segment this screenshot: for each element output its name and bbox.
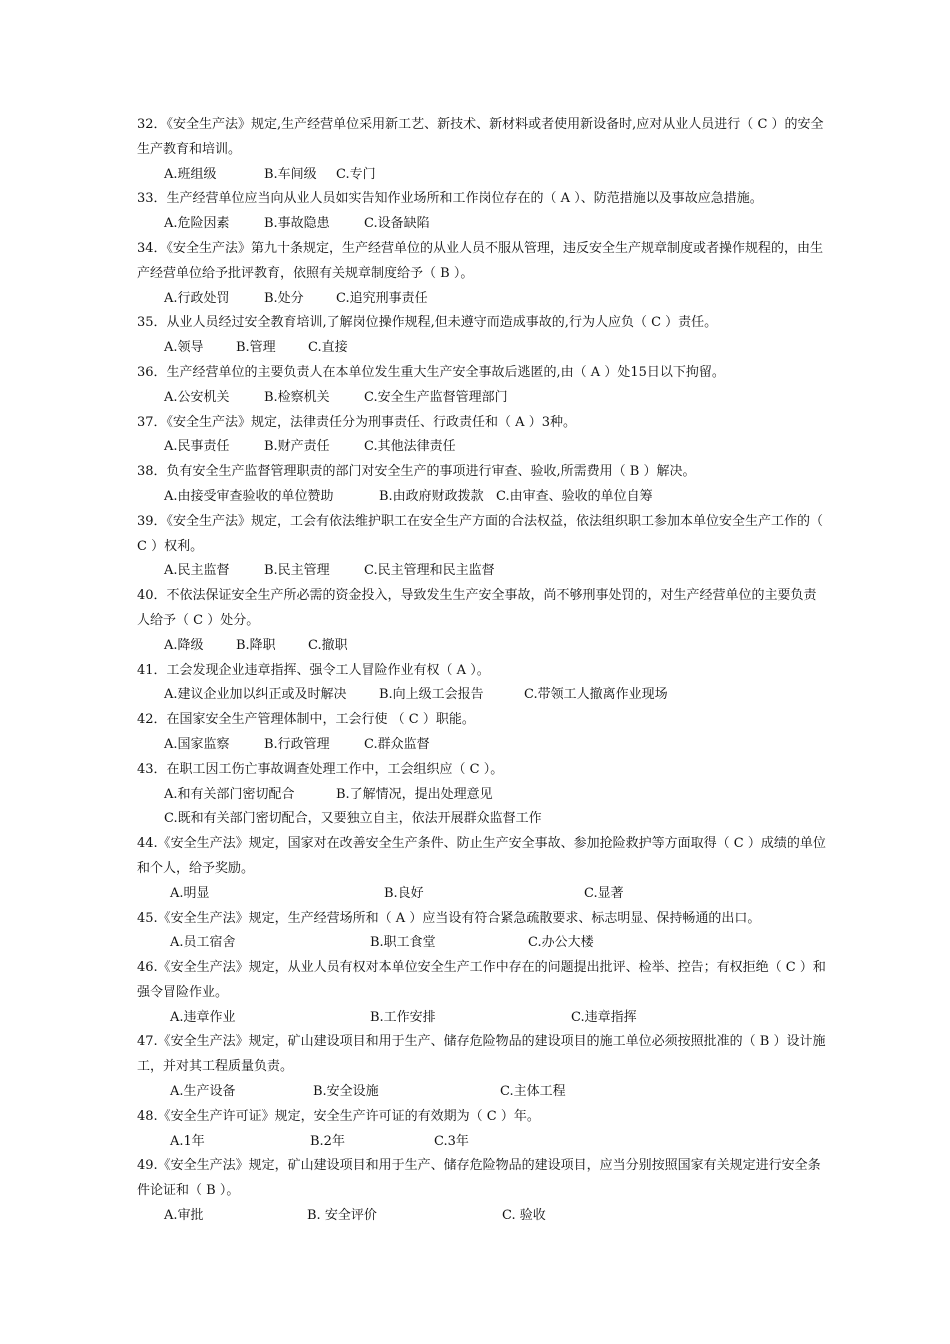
option-b: B.良好	[384, 885, 424, 901]
question-42: 42．在国家安全生产管理体制中，工会行使 （ C ）职能。	[137, 712, 475, 728]
option-b: B.事故隐患	[264, 216, 330, 232]
option-b: B.行政管理	[264, 736, 330, 752]
question-46: 46.《安全生产法》规定，从业人员有权对本单位安全生产工作中存在的问题提出批评、检举、控告；有权拒绝（ C ）和强令冒险作业。	[137, 960, 826, 1000]
option-c: C.安全生产监督管理部门	[364, 389, 508, 405]
option-a: A.审批	[164, 1208, 204, 1224]
options-33	[137, 212, 827, 237]
options-39	[137, 559, 827, 584]
question-43: 43．在职工因工伤亡事故调查处理工作中，工会组织应（ C ）。	[137, 761, 504, 777]
question-41: 41．工会发现企业违章指挥、强令工人冒险作业有权（ A ）。	[137, 662, 490, 678]
question-40: 40．不依法保证安全生产所必需的资金投入，导致发生生产安全事故，尚不够刑事处罚的，对生产经营单位的主要负责人给予（ C ）处分。	[137, 588, 817, 628]
option-c: C.主体工程	[500, 1084, 566, 1100]
option-a: A.民主监督	[164, 563, 230, 579]
option-a: A.1年	[170, 1133, 205, 1149]
options-36	[137, 386, 827, 411]
options-43-c	[137, 807, 827, 832]
option-c: C.撤职	[308, 637, 348, 653]
option-c: C.追究刑事责任	[336, 290, 428, 306]
option-a: A.危险因素	[164, 216, 230, 232]
options-35	[137, 336, 827, 361]
option-a: A.班组级	[164, 166, 217, 182]
option-b: B.车间级	[264, 166, 317, 182]
option-a: A.和有关部门密切配合	[164, 786, 295, 802]
option-a: A.民事责任	[164, 439, 230, 455]
options-41	[137, 683, 827, 708]
option-c: C.其他法律责任	[364, 439, 456, 455]
question-48: 48.《安全生产许可证》规定，安全生产许可证的有效期为（ C ）年。	[137, 1108, 540, 1124]
options-44	[137, 882, 827, 907]
option-a: A.明显	[170, 885, 210, 901]
options-42	[137, 733, 827, 758]
options-47	[137, 1080, 827, 1105]
option-c: C.由审查、验收的单位自筹	[496, 488, 653, 504]
option-c: C.群众监督	[364, 736, 430, 752]
option-a: A.员工宿舍	[170, 935, 236, 951]
option-b: B.向上级工会报告	[379, 687, 484, 703]
option-a: A.建议企业加以纠正或及时解决	[164, 687, 347, 703]
option-c: C.带领工人撤离作业现场	[524, 687, 668, 703]
option-b: B.安全设施	[313, 1084, 379, 1100]
option-a: A.生产设备	[170, 1084, 236, 1100]
options-43	[137, 783, 827, 808]
option-a: A.公安机关	[164, 389, 230, 405]
options-45	[137, 931, 827, 956]
option-b: B.管理	[236, 340, 276, 356]
option-a: A.国家监察	[164, 736, 230, 752]
question-39: 39．《安全生产法》规定，工会有依法维护职工在安全生产方面的合法权益，依法组织职工参加本单位安全生产工作的（ C ）权利。	[137, 513, 828, 554]
option-a: A.由接受审查验收的单位赞助	[164, 488, 334, 504]
option-c: C.既和有关部门密切配合，又要独立自主，依法开展群众监督工作	[164, 811, 542, 827]
options-32	[137, 163, 827, 188]
options-48	[137, 1130, 827, 1155]
option-c: C.显著	[584, 885, 624, 901]
question-38: 38．负有安全生产监督管理职责的部门对安全生产的事项进行审查、验收,所需费用（ B ）解决。	[137, 464, 696, 480]
question-list	[137, 113, 827, 1229]
option-a: A.降级	[164, 637, 204, 653]
question-45: 45.《安全生产法》规定，生产经营场所和（ A ）应当设有符合紧急疏散要求、标志明显、保持畅通的出口。	[137, 910, 761, 926]
option-c: C.专门	[336, 166, 376, 182]
question-44: 44.《安全生产法》规定，国家对在改善安全生产条件、防止生产安全事故、参加抢险救护等方面取得（ C ）成绩的单位和个人，给予奖励。	[137, 836, 826, 876]
option-c: C.设备缺陷	[364, 216, 430, 232]
option-b: B. 安全评价	[307, 1208, 377, 1224]
question-49: 49.《安全生产法》规定，矿山建设项目和用于生产、储存危险物品的建设项目，应当分别按照国家有关规定进行安全条件论证和（ B ）。	[137, 1158, 821, 1199]
option-b: B.职工食堂	[370, 935, 436, 951]
options-46	[137, 1006, 827, 1031]
options-37	[137, 435, 827, 460]
option-c: C.违章指挥	[571, 1009, 637, 1025]
option-c: C.直接	[308, 340, 348, 356]
options-40	[137, 634, 827, 659]
question-33: 33．生产经营单位应当向从业人员如实告知作业场所和工作岗位存在的（ A ）、防范措施以及事故应急措施。	[137, 191, 763, 207]
question-34: 34．《安全生产法》第九十条规定，生产经营单位的从业人员不服从管理，违反安全生产规章制度或者操作规程的，由生产经营单位给予批评教育，依照有关规章制度给予（ B ）。	[137, 240, 824, 281]
option-b: B.财产责任	[264, 439, 330, 455]
question-47: 47.《安全生产法》规定，矿山建设项目和用于生产、储存危险物品的建设项目的施工单位必须按照批准的（ B ）设计施工，并对其工程质量负责。	[137, 1034, 826, 1075]
question-37: 37．《安全生产法》规定，法律责任分为刑事责任、行政责任和（ A ）3种。	[137, 414, 576, 430]
option-b: B.处分	[264, 290, 304, 306]
option-a: A.违章作业	[170, 1009, 236, 1025]
option-b: B.了解情况，提出处理意见	[336, 786, 493, 802]
options-49	[137, 1204, 827, 1229]
options-34	[137, 287, 827, 312]
option-c: C.民主管理和民主监督	[364, 563, 495, 579]
option-b: B.由政府财政拨款	[379, 488, 484, 504]
option-c: C.办公大楼	[528, 935, 594, 951]
option-b: B.降职	[236, 637, 276, 653]
option-a: A.领导	[164, 340, 204, 356]
question-36: 36．生产经营单位的主要负责人在本单位发生重大生产安全事故后逃匿的,由（ A ）处15日以下拘留。	[137, 364, 725, 380]
question-32: 32．《安全生产法》规定,生产经营单位采用新工艺、新技术、新材料或者使用新设备时,应对从业人员进行（ C ）的安全生产教育和培训。	[137, 117, 824, 157]
option-b: B.民主管理	[264, 563, 330, 579]
option-a: A.行政处罚	[164, 290, 230, 306]
options-38	[137, 485, 827, 510]
option-c: C.3年	[434, 1133, 469, 1149]
option-b: B.2年	[310, 1133, 345, 1149]
question-35: 35．从业人员经过安全教育培训,了解岗位操作规程,但未遵守而造成事故的,行为人应负（ C ）责任。	[137, 315, 718, 331]
option-b: B.工作安排	[370, 1009, 436, 1025]
option-c: C. 验收	[502, 1208, 546, 1224]
option-b: B.检察机关	[264, 389, 330, 405]
